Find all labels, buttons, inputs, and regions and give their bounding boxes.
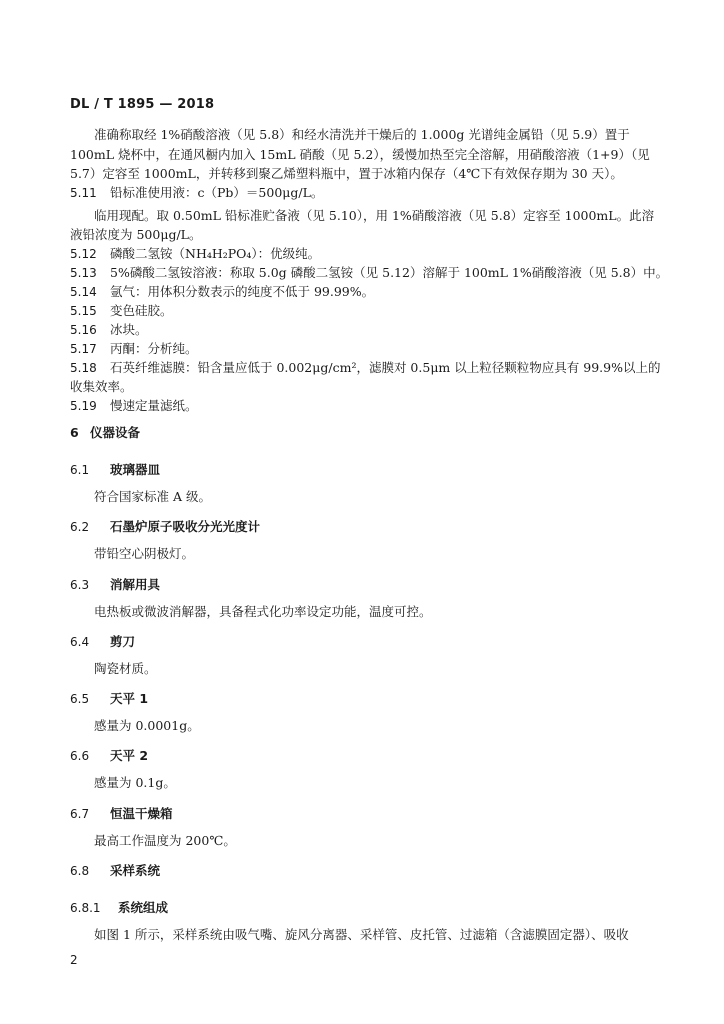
clause-6-7 bbox=[70, 806, 173, 822]
clause-number: 6.8.1 bbox=[70, 901, 101, 915]
clause-body: 陶瓷材质。 bbox=[94, 661, 157, 676]
clause-number: 5.17 bbox=[70, 342, 97, 356]
clause-number: 6.4 bbox=[70, 635, 90, 649]
clause-number: 5.14 bbox=[70, 285, 97, 299]
clause-5-14 bbox=[70, 284, 374, 300]
paragraph-line: 100mL 烧杯中，在通风橱内加入 15mL 硝酸（见 5.2），缓慢加热至完全溶解，用硝酸溶液（1+9）（见 bbox=[70, 147, 650, 162]
clause-title: 剪刀 bbox=[110, 634, 136, 649]
clause-body: 电热板或微波消解器，具备程式化功率设定功能，温度可控。 bbox=[94, 604, 432, 619]
standard-header: DL / T 1895 — 2018 bbox=[70, 97, 215, 112]
clause-text: 石英纤维滤膜：铅含量应低于 0.002μg/cm²，滤膜对 0.5μm 以上粒径颗粒物应具有 99.9%以上的 bbox=[110, 360, 661, 375]
section-6-heading bbox=[70, 425, 140, 441]
paragraph-line: 准确称取经 1%硝酸溶液（见 5.8）和经水清洗并干燥后的 1.000g 光谱纯金属铅（见 5.9）置于 bbox=[94, 127, 630, 142]
clause-body: 感量为 0.1g。 bbox=[94, 775, 176, 790]
clause-number: 6.7 bbox=[70, 807, 90, 821]
clause-number: 6.3 bbox=[70, 578, 90, 592]
clause-number: 6.8 bbox=[70, 864, 90, 878]
clause-text: 变色硅胶。 bbox=[110, 303, 173, 318]
clause-number: 5.19 bbox=[70, 399, 97, 413]
clause-5-17 bbox=[70, 341, 198, 357]
clause-text: 磷酸二氢铵（NH₄H₂PO₄）：优级纯。 bbox=[110, 246, 321, 261]
clause-6-2 bbox=[70, 519, 260, 535]
clause-6-6 bbox=[70, 748, 148, 764]
clause-5-18 bbox=[70, 360, 660, 376]
clause-body: 最高工作温度为 200℃。 bbox=[94, 833, 236, 848]
clause-5-15 bbox=[70, 303, 173, 319]
clause-number: 6.1 bbox=[70, 463, 90, 477]
clause-text: 5%磷酸二氢铵溶液：称取 5.0g 磷酸二氢铵（见 5.12）溶解于 100mL 1%硝酸溶液（见 5.8）中。 bbox=[110, 265, 669, 280]
clause-6-8 bbox=[70, 863, 160, 879]
clause-5-13 bbox=[70, 265, 668, 281]
paragraph-line: 液铅浓度为 500μg/L。 bbox=[70, 227, 202, 242]
section-number: 6 bbox=[70, 425, 79, 440]
clause-title: 消解用具 bbox=[110, 577, 161, 592]
clause-number: 5.16 bbox=[70, 323, 97, 337]
clause-number: 5.11 bbox=[70, 186, 97, 200]
clause-body: 带铅空心阴极灯。 bbox=[94, 546, 195, 561]
clause-number: 6.6 bbox=[70, 749, 90, 763]
clause-number: 5.18 bbox=[70, 361, 97, 375]
clause-text: 冰块。 bbox=[110, 322, 148, 337]
clause-text: 慢速定量滤纸。 bbox=[110, 398, 198, 413]
clause-5-19 bbox=[70, 398, 198, 414]
clause-text: 氩气：用体积分数表示的纯度不低于 99.99%。 bbox=[110, 284, 375, 299]
clause-6-5 bbox=[70, 691, 148, 707]
clause-title: 石墨炉原子吸收分光光度计 bbox=[110, 519, 261, 534]
page-number: 2 bbox=[70, 953, 78, 967]
section-title: 仪器设备 bbox=[90, 425, 141, 440]
clause-6-8-1 bbox=[70, 900, 168, 916]
clause-title: 玻璃器皿 bbox=[110, 462, 161, 477]
clause-title: 采样系统 bbox=[110, 863, 161, 878]
paragraph-line: 临用现配。取 0.50mL 铅标准贮备液（见 5.10），用 1%硝酸溶液（见 5.8）定容至 1000mL。此溶 bbox=[94, 208, 655, 223]
clause-5-11 bbox=[70, 185, 323, 201]
clause-number: 5.12 bbox=[70, 247, 97, 261]
clause-5-16 bbox=[70, 322, 148, 338]
clause-title: 天平 1 bbox=[110, 691, 149, 706]
clause-title: 恒温干燥箱 bbox=[110, 806, 173, 821]
clause-number: 6.2 bbox=[70, 520, 90, 534]
clause-5-12 bbox=[70, 246, 320, 262]
clause-6-1 bbox=[70, 462, 160, 478]
clause-number: 5.13 bbox=[70, 266, 97, 280]
paragraph-line: 收集效率。 bbox=[70, 379, 133, 394]
clause-6-3 bbox=[70, 577, 160, 593]
clause-text: 铅标准使用液：c（Pb）＝500μg/L。 bbox=[110, 185, 324, 200]
paragraph-line: 5.7）定容至 1000mL，并转移到聚乙烯塑料瓶中，置于冰箱内保存（4℃下有效保存期为 30 天）。 bbox=[70, 166, 623, 181]
clause-title: 天平 2 bbox=[110, 748, 149, 763]
clause-number: 5.15 bbox=[70, 304, 97, 318]
clause-body: 如图 1 所示，采样系统由吸气嘴、旋风分离器、采样管、皮托管、过滤箱（含滤膜固定器）、吸收 bbox=[94, 927, 629, 942]
clause-body: 感量为 0.0001g。 bbox=[94, 718, 200, 733]
clause-title: 系统组成 bbox=[118, 900, 169, 915]
clause-number: 6.5 bbox=[70, 692, 90, 706]
clause-6-4 bbox=[70, 634, 135, 650]
clause-body: 符合国家标准 A 级。 bbox=[94, 489, 211, 504]
clause-text: 丙酮：分析纯。 bbox=[110, 341, 198, 356]
